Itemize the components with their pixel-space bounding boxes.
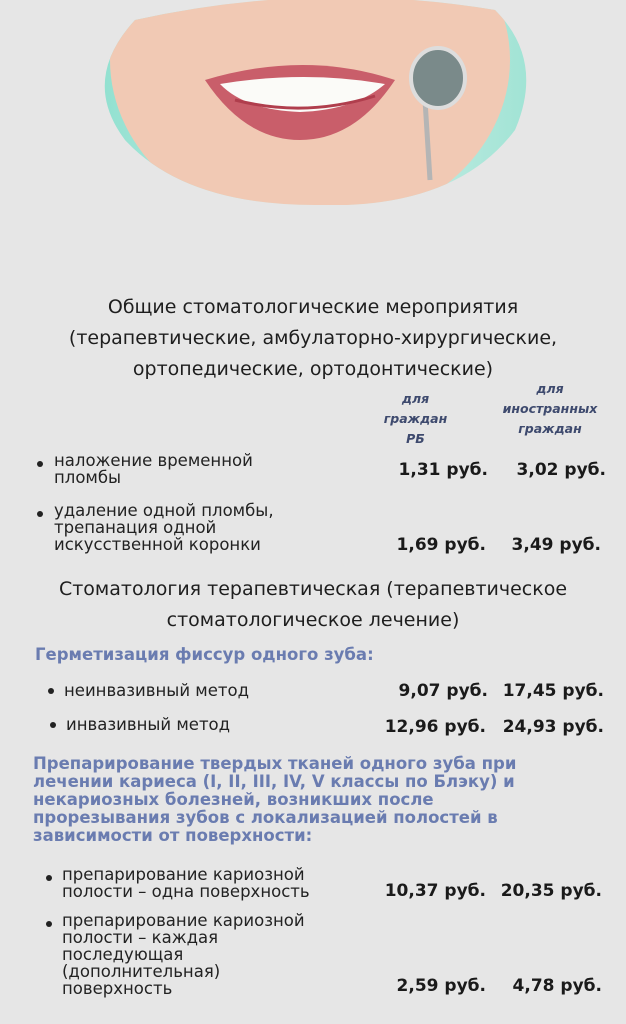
service-item: неинвазивный метод xyxy=(64,681,250,700)
service-item xyxy=(62,912,305,997)
heading-line: зависимости от поверхности: xyxy=(33,826,313,845)
title-line: ортопедические, ортодонтические) xyxy=(132,358,494,380)
column-header-rb xyxy=(368,389,463,449)
bullet-icon xyxy=(37,461,43,467)
title-line: стоматологическое лечение) xyxy=(166,609,460,631)
item-line: препарирование кариозной xyxy=(62,911,305,930)
heading-line: прорезывания зубов с локализацией полостей в xyxy=(33,808,498,827)
service-item xyxy=(54,452,253,486)
heading-line: лечении кариеса (I, II, III, IV, V классы по Блэку) и xyxy=(33,772,515,791)
price-foreign: 4,78 руб. xyxy=(512,976,602,996)
title-line: Стоматология терапевтическая (терапевтическое xyxy=(58,578,568,600)
column-header-line: для граждан xyxy=(383,391,448,426)
item-line: пломбы xyxy=(54,468,122,487)
bullet-icon xyxy=(48,688,54,694)
price-rb: 2,59 руб. xyxy=(396,976,486,996)
column-header-line: граждан xyxy=(518,421,582,436)
item-line: полости – каждая xyxy=(62,928,219,947)
item-line: удаление одной пломбы, xyxy=(54,501,274,520)
price-rb: 12,96 руб. xyxy=(384,717,486,737)
item-line: полости – одна поверхность xyxy=(62,882,310,901)
price-foreign: 3,49 руб. xyxy=(511,535,601,555)
price-rb: 9,07 руб. xyxy=(398,681,488,701)
service-item: инвазивный метод xyxy=(66,715,231,734)
column-header-foreign xyxy=(490,379,610,439)
item-line: препарирование кариозной xyxy=(62,865,305,884)
bullet-icon xyxy=(46,921,52,927)
bullet-icon xyxy=(50,722,56,728)
group-heading-preparation xyxy=(33,755,613,845)
item-line: искусственной коронки xyxy=(54,535,261,554)
item-line: последующая xyxy=(62,945,184,964)
price-foreign: 3,02 руб. xyxy=(516,460,606,480)
section-title-general xyxy=(20,292,606,385)
smile-hero-image xyxy=(95,0,535,205)
price-rb: 1,69 руб. xyxy=(396,535,486,555)
service-item xyxy=(62,866,310,900)
price-rb: 1,31 руб. xyxy=(398,460,488,480)
section-title-therapeutic xyxy=(20,574,606,636)
price-rb: 10,37 руб. xyxy=(384,881,486,901)
item-line: поверхность xyxy=(62,979,173,998)
title-line: (терапевтические, амбулаторно-хирургические, xyxy=(68,327,558,349)
column-header-line: для xyxy=(536,381,564,396)
item-line: наложение временной xyxy=(54,451,253,470)
price-foreign: 24,93 руб. xyxy=(502,717,604,737)
group-heading-fissure-sealing: Герметизация фиссур одного зуба: xyxy=(35,645,374,664)
price-foreign: 17,45 руб. xyxy=(502,681,604,701)
title-line: Общие стоматологические мероприятия xyxy=(107,296,519,318)
column-header-line: РБ xyxy=(406,431,425,446)
item-line: (дополнительная) xyxy=(62,962,221,981)
column-header-line: иностранных xyxy=(502,401,598,416)
item-line: трепанация одной xyxy=(54,518,217,537)
heading-line: некариозных болезней, возникших после xyxy=(33,790,434,809)
service-item xyxy=(54,502,274,553)
bullet-icon xyxy=(46,875,52,881)
bullet-icon xyxy=(37,511,43,517)
heading-line: Препарирование твердых тканей одного зуба при xyxy=(33,754,517,773)
price-foreign: 20,35 руб. xyxy=(500,881,602,901)
